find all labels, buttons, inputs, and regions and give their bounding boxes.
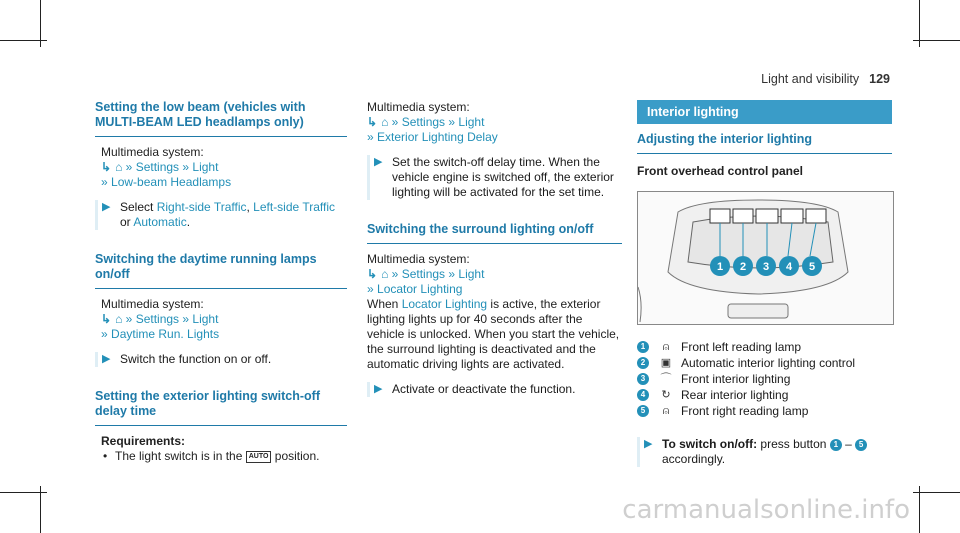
system-label: Multimedia system: xyxy=(101,145,204,159)
step xyxy=(637,437,892,467)
menu-settings: Settings xyxy=(401,267,446,281)
chevron-icon: » xyxy=(448,115,456,129)
menu-low-beam: Low-beam Headlamps xyxy=(111,175,232,189)
locator-description: When Locator Lighting is active, the exterior lighting lights up for 40 seconds after the vehicle is unlocked. When you start the vehicle, the surround lighting is deactivated and the automatic driving lights are activated. xyxy=(367,297,620,371)
chevron-icon: » xyxy=(367,282,374,296)
step-arrow-icon: ▶ xyxy=(374,383,383,395)
crop-mark xyxy=(0,40,47,41)
auto-interior-icon: ▣ xyxy=(660,357,672,369)
page-number: 129 xyxy=(869,72,890,86)
running-header xyxy=(761,72,890,86)
legend xyxy=(637,339,892,419)
step-text: To switch on/off: press button 1 – 5 accordingly. xyxy=(662,437,867,467)
control-panel-figure xyxy=(637,191,894,325)
path-arrow-icon: ↳ xyxy=(367,115,378,129)
svg-text:2: 2 xyxy=(739,261,747,273)
menu-daytime: Daytime Run. Lights xyxy=(111,327,220,341)
menu-light: Light xyxy=(192,312,219,326)
home-icon: ⌂ xyxy=(115,312,123,326)
menu-settings: Settings xyxy=(135,160,180,174)
menu-path xyxy=(367,115,622,145)
chevron-icon: » xyxy=(101,175,108,189)
bullet-icon: • xyxy=(103,449,108,463)
menu-path xyxy=(367,267,622,297)
legend-item: 5 ⍝ Front right reading lamp xyxy=(637,403,892,419)
requirements-label: Requirements: xyxy=(101,434,186,448)
auto-icon: AUTO xyxy=(246,451,272,463)
svg-text:3: 3 xyxy=(762,261,770,273)
step-text: Select Right-side Traffic, Left-side Traffic or Automatic. xyxy=(120,200,335,229)
system-label: Multimedia system: xyxy=(367,100,470,114)
legend-item: 2 ▣ Automatic interior lighting control xyxy=(637,355,892,371)
path-arrow-icon: ↳ xyxy=(367,267,378,281)
home-icon: ⌂ xyxy=(381,115,389,129)
menu-locator: Locator Lighting xyxy=(377,282,463,296)
step-arrow-icon: ▶ xyxy=(644,438,653,450)
menu-light: Light xyxy=(458,267,485,281)
crop-mark xyxy=(40,486,41,533)
svg-text:5: 5 xyxy=(808,261,816,273)
adjusting-heading: Adjusting the interior lighting xyxy=(637,132,892,154)
svg-text:4: 4 xyxy=(785,261,793,273)
delay-heading: Setting the exterior lighting switch-off delay time xyxy=(95,389,347,426)
crop-mark xyxy=(0,492,47,493)
step-text: Activate or deactivate the function. xyxy=(392,382,576,396)
chevron-icon: » xyxy=(391,115,399,129)
step xyxy=(95,200,347,230)
control-panel-illustration xyxy=(638,192,893,324)
step-arrow-icon: ▶ xyxy=(102,353,111,365)
home-icon: ⌂ xyxy=(115,160,123,174)
low-beam-heading: Setting the low beam (vehicles with MULTI-BEAM LED headlamps only) xyxy=(95,100,347,137)
crop-mark xyxy=(913,40,960,41)
crop-mark xyxy=(913,492,960,493)
home-icon: ⌂ xyxy=(381,267,389,281)
menu-light: Light xyxy=(192,160,219,174)
path-arrow-icon: ↳ xyxy=(101,160,112,174)
daytime-lamps-heading: Switching the daytime running lamps on/off xyxy=(95,252,347,289)
menu-path xyxy=(101,160,347,190)
watermark: carmanualsonline.info xyxy=(622,495,910,525)
legend-item: 1 ⍝ Front left reading lamp xyxy=(637,339,892,355)
menu-light: Light xyxy=(458,115,485,129)
section-name: Light and visibility xyxy=(761,72,860,86)
menu-path xyxy=(101,312,347,342)
chevron-icon: » xyxy=(101,327,108,341)
step xyxy=(367,155,622,200)
column-3 xyxy=(637,100,892,467)
chevron-icon: » xyxy=(182,160,190,174)
system-label: Multimedia system: xyxy=(367,252,470,266)
requirement-item: • The light switch is in the AUTO position. xyxy=(103,449,320,463)
step-arrow-icon: ▶ xyxy=(374,156,383,168)
svg-text:1: 1 xyxy=(716,261,724,273)
column-1 xyxy=(95,100,347,464)
chevron-icon: » xyxy=(391,267,399,281)
interior-lighting-bar: Interior lighting xyxy=(637,100,892,124)
chevron-icon: » xyxy=(125,160,133,174)
chevron-icon: » xyxy=(448,267,456,281)
step xyxy=(95,352,347,367)
legend-item: 3 ⌒ Front interior lighting xyxy=(637,371,892,387)
chevron-icon: » xyxy=(367,130,374,144)
menu-settings: Settings xyxy=(135,312,180,326)
legend-item: 4 ↻ Rear interior lighting xyxy=(637,387,892,403)
chevron-icon: » xyxy=(182,312,190,326)
step xyxy=(367,382,622,397)
figure-title: Front overhead control panel xyxy=(637,164,804,178)
front-interior-icon: ⌒ xyxy=(660,373,672,385)
column-2 xyxy=(367,100,622,397)
surround-heading: Switching the surround lighting on/off xyxy=(367,222,622,244)
reading-lamp-icon: ⍝ xyxy=(662,405,670,417)
step-text: Switch the function on or off. xyxy=(120,352,272,366)
path-arrow-icon: ↳ xyxy=(101,312,112,326)
step-arrow-icon: ▶ xyxy=(102,201,111,213)
chevron-icon: » xyxy=(125,312,133,326)
menu-ext-delay: Exterior Lighting Delay xyxy=(377,130,498,144)
menu-settings: Settings xyxy=(401,115,446,129)
step-text: Set the switch-off delay time. When the vehicle engine is switched off, the exterior lighting will be activated for the set time. xyxy=(392,155,614,199)
system-label: Multimedia system: xyxy=(101,297,204,311)
reading-lamp-icon: ⍝ xyxy=(662,341,670,353)
rear-interior-icon: ↻ xyxy=(661,389,671,401)
crop-mark xyxy=(919,486,920,533)
